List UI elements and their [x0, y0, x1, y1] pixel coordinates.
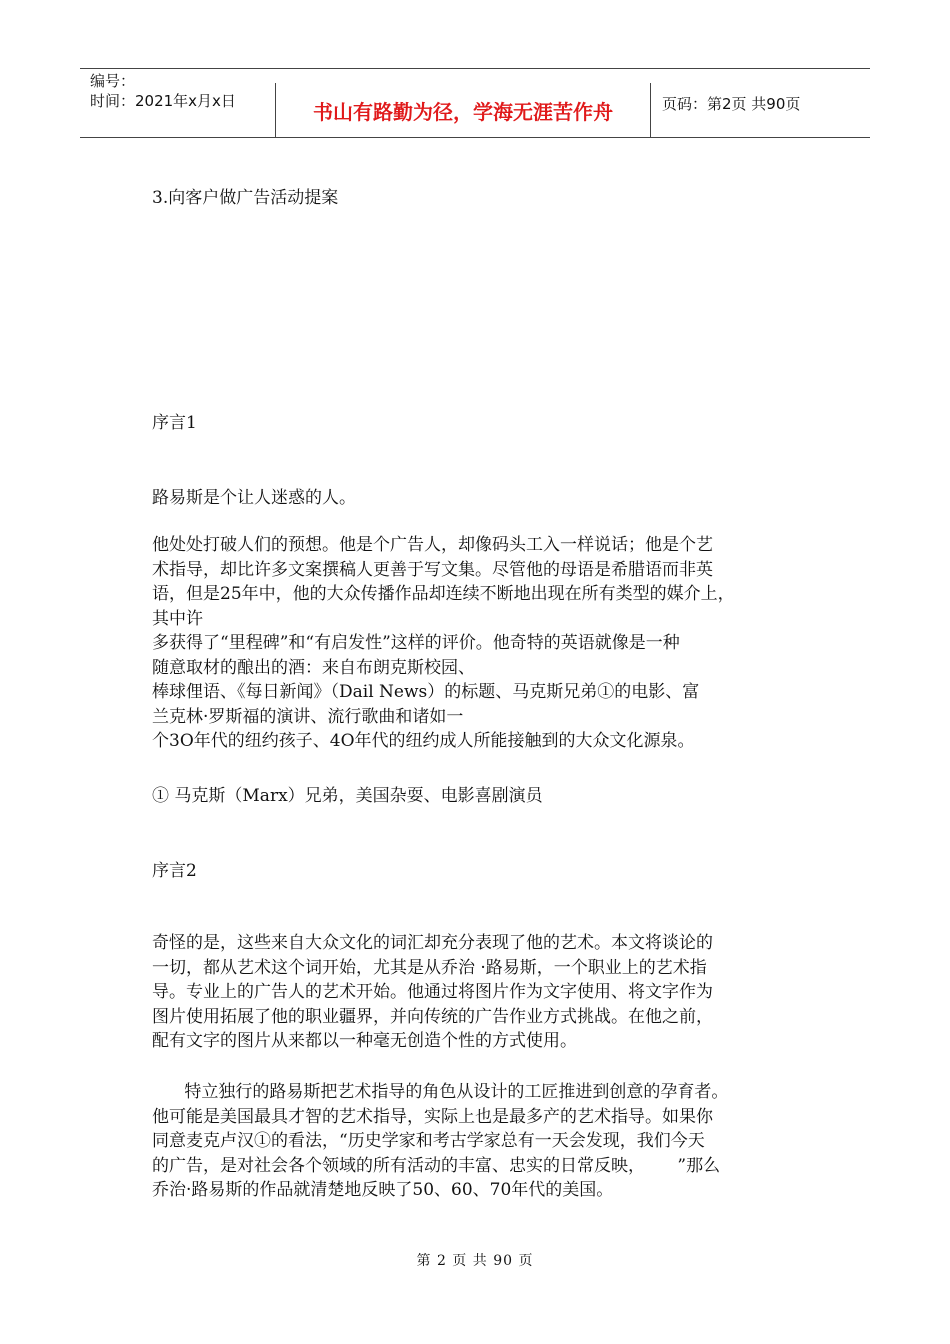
paragraph-line: 配有文字的图片从来都以一种毫无创造个性的方式使用。	[152, 1031, 577, 1051]
paragraph-line: 棒球俚语、《每日新闻》（Dail News）的标题、马克斯兄弟①的电影、富	[152, 682, 700, 702]
number-label: 编号：	[90, 72, 136, 90]
paragraph-line: 随意取材的酿出的酒：来自布朗克斯校园、	[152, 657, 475, 678]
paragraph-line: 他可能是美国最具才智的艺术指导，实际上也是最多产的艺术指导。如果你	[152, 1106, 713, 1127]
paragraph-line: 多获得了“里程碑”和“有启发性”这样的评价。他奇特的英语就像是一种	[152, 633, 680, 653]
footnote: ① 马克斯（Marx）兄弟，美国杂耍、电影喜剧演员	[152, 786, 543, 806]
paragraph-line: 兰克林·罗斯福的演讲、流行歌曲和诸如一	[152, 706, 464, 727]
header-page-info: 页码：第2页 共90页	[662, 95, 801, 113]
paragraph-line: 导。专业上的广告人的艺术开始。他通过将图片作为文字使用、将文字作为	[152, 982, 713, 1002]
section-heading: 3.向客户做广告活动提案	[152, 188, 339, 208]
paragraph-line: 个3O年代的纽约孩子、4O年代的纽约成人所能接触到的大众文化源泉。	[152, 731, 695, 751]
paragraph-line: 特立独行的路易斯把艺术指导的角色从设计的工匠推进到创意的孕育者。	[152, 1082, 729, 1102]
header-meta	[80, 69, 275, 137]
paragraph-line: 术指导，却比许多文案撰稿人更善于写文集。尽管他的母语是希腊语而非英	[152, 559, 713, 580]
paragraph-line: 图片使用拓展了他的职业疆界，并向传统的广告作业方式挑战。在他之前，	[152, 1006, 713, 1027]
preface2-paragraph-2	[152, 1080, 812, 1203]
time-label: 时间：2021年x月x日	[90, 92, 236, 110]
paragraph-line: 乔治·路易斯的作品就清楚地反映了50、60、70年代的美国。	[152, 1180, 614, 1200]
paragraph-line: 同意麦克卢汉①的看法，“历史学家和考古学家总有一天会发现，我们今天	[152, 1131, 705, 1151]
paragraph-line: 一切，都从艺术这个词开始，尤其是从乔治 ·路易斯，一个职业上的艺术指	[152, 957, 707, 978]
page-footer: 第 2 页 共 90 页	[416, 1253, 534, 1269]
preface2-paragraph	[152, 931, 812, 1054]
preface1-paragraph	[152, 533, 812, 754]
preface1-title: 序言1	[152, 413, 197, 433]
page-header	[80, 68, 870, 138]
paragraph-line: 他处处打破人们的预想。他是个广告人，却像码头工入一样说话；他是个艺	[152, 535, 713, 555]
preface1-intro: 路易斯是个让人迷惑的人。	[152, 488, 356, 508]
paragraph-line: 奇怪的是，这些来自大众文化的词汇却充分表现了他的艺术。本文将谈论的	[152, 933, 713, 953]
paragraph-line: 其中许	[152, 608, 203, 629]
preface2-title: 序言2	[152, 861, 197, 881]
header-motto: 书山有路勤为径，学海无涯苦作舟	[275, 83, 651, 137]
paragraph-line: 语，但是25年中，他的大众传播作品却连续不断地出现在所有类型的媒介上，	[152, 584, 735, 604]
paragraph-line: 的广告，是对社会各个领域的所有活动的丰富、忠实的日常反映， ”那么	[152, 1155, 721, 1176]
